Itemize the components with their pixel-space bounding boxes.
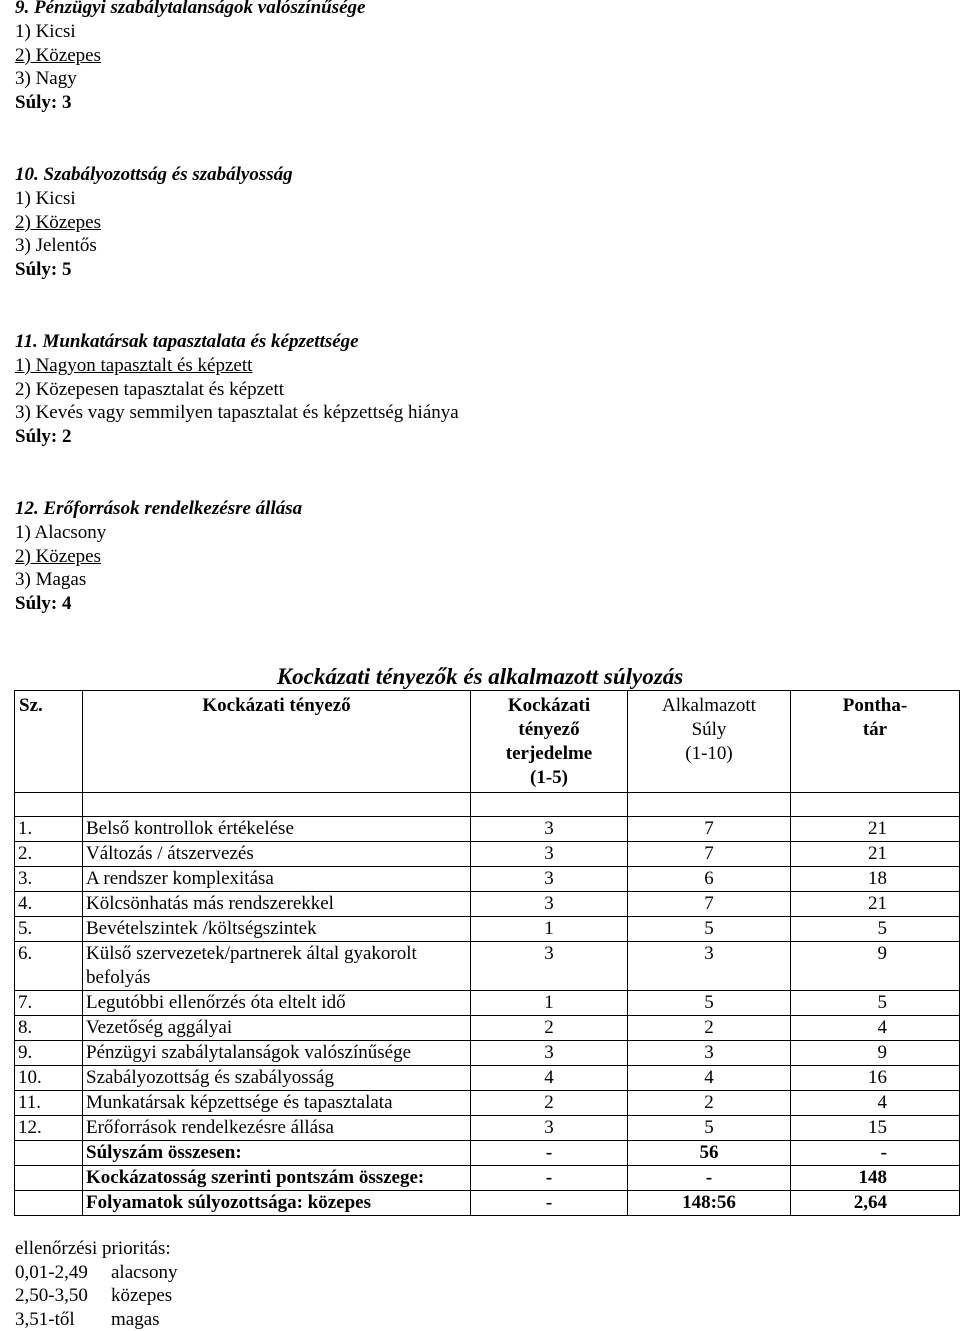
row-score: 5 [791,917,960,942]
header-line: terjedelme [505,743,593,764]
priority-label: magas [111,1308,160,1330]
table-body [15,817,960,1216]
row-weight: 4 [628,1066,791,1091]
row-extent: 3 [471,1041,628,1066]
priority-level [15,1284,177,1308]
row-score: 21 [791,817,960,842]
header-line: Kockázati [507,695,591,716]
section-title: 9. Pénzügyi szabálytalanságok valószínűsége [15,0,366,18]
empty-cell [15,1191,83,1216]
row-extent: 3 [471,842,628,867]
row-factor: Belső kontrollok értékelése [83,817,471,842]
table-row [15,1066,960,1091]
table-row [15,942,960,991]
option: 2) Közepes [15,545,101,567]
row-number: 3. [15,867,83,892]
option: 1) Alacsony [15,521,107,543]
row-factor: Bevételszintek /költségszintek [83,917,471,942]
total-weight: - [628,1166,791,1191]
row-weight: 3 [628,1041,791,1066]
total-label: Folyamatok súlyozottsága: közepes [83,1191,471,1216]
row-score: 9 [791,942,960,991]
option: 2) Közepes [15,211,101,233]
table-row [15,1116,960,1141]
row-weight: 7 [628,817,791,842]
weight-label: Súly: 3 [15,92,72,114]
total-row [15,1191,960,1216]
option: 1) Kicsi [15,20,76,42]
section-11 [15,330,459,449]
priority-level [15,1261,177,1285]
row-score: 16 [791,1066,960,1091]
row-factor: Vezetőség aggályai [83,1016,471,1041]
table-title: Kockázati tényezők és alkalmazott súlyozás [276,664,684,689]
row-weight: 6 [628,867,791,892]
option: 1) Nagyon tapasztalt és képzett [15,354,253,376]
weight-label: Súly: 2 [15,426,72,448]
row-number: 5. [15,917,83,942]
section-9 [15,0,365,115]
header-line: (1-5) [530,767,568,788]
row-extent: 3 [471,817,628,842]
row-extent: 2 [471,1091,628,1116]
row-score: 21 [791,842,960,867]
option: 2) Közepesen tapasztalat és képzett [15,378,285,400]
row-number: 6. [15,942,83,991]
row-number: 11. [15,1091,83,1116]
option: 2) Közepes [15,44,101,66]
row-weight: 3 [628,942,791,991]
row-extent: 4 [471,1066,628,1091]
row-extent: 1 [471,917,628,942]
total-row [15,1141,960,1166]
section-12 [15,497,302,616]
row-extent: 3 [471,867,628,892]
header-score [791,691,960,793]
priority-label: alacsony [111,1261,178,1283]
header-sz: Sz. [15,691,83,793]
table-row [15,1016,960,1041]
option: 3) Magas [15,569,87,591]
total-score: - [791,1141,960,1166]
row-score: 21 [791,892,960,917]
priority-range: 0,01-2,49 [15,1261,88,1283]
row-weight: 5 [628,991,791,1016]
empty-cell [15,1166,83,1191]
total-weight: 148:56 [628,1191,791,1216]
row-score: 15 [791,1116,960,1141]
table-header-row [15,691,960,793]
row-number: 1. [15,817,83,842]
total-extent: - [471,1191,628,1216]
row-score: 4 [791,1016,960,1041]
weight-label: Súly: 4 [15,593,72,615]
section-title: 10. Szabályozottság és szabályosság [15,164,293,185]
row-extent: 3 [471,892,628,917]
row-extent: 1 [471,991,628,1016]
table-row [15,1041,960,1066]
spacer-row [15,793,960,817]
row-weight: 5 [628,917,791,942]
total-row [15,1166,960,1191]
row-number: 7. [15,991,83,1016]
table-row [15,817,960,842]
section-title: 11. Munkatársak tapasztalata és képzettsége [15,331,359,352]
row-number: 10. [15,1066,83,1091]
row-factor: Munkatársak képzettsége és tapasztalata [83,1091,471,1116]
row-factor: Külső szervezetek/partnerek által gyakorolt befolyás [83,942,471,991]
row-factor: A rendszer komplexitása [83,867,471,892]
total-weight: 56 [628,1141,791,1166]
priority-label: közepes [111,1285,173,1307]
row-number: 12. [15,1116,83,1141]
row-extent: 3 [471,942,628,991]
table-row [15,892,960,917]
total-label: Kockázatosság szerinti pontszám összege: [83,1166,471,1191]
total-extent: - [471,1166,628,1191]
row-factor: Változás / átszervezés [83,842,471,867]
row-number: 4. [15,892,83,917]
row-factor: Pénzügyi szabálytalanságok valószínűsége [83,1041,471,1066]
option: 3) Jelentős [15,235,97,257]
priority-title: ellenőrzési prioritás: [15,1238,171,1259]
table-row [15,867,960,892]
header-extent [471,691,628,793]
risk-factor-table [14,690,960,1216]
priority-range: 2,50-3,50 [15,1285,88,1307]
table-row [15,1091,960,1116]
row-number: 8. [15,1016,83,1041]
header-line: tényező [518,719,580,740]
header-line: Alkalmazott [662,695,756,716]
total-score: 148 [791,1166,960,1191]
section-title: 12. Erőforrások rendelkezésre állása [15,498,303,519]
row-extent: 2 [471,1016,628,1041]
header-factor: Kockázati tényező [83,691,471,793]
header-line: Pontha- [842,695,908,716]
priority-legend [15,1237,177,1331]
option: 3) Nagy [15,68,77,90]
header-weight [628,691,791,793]
header-line: tár [862,719,888,740]
total-score: 2,64 [791,1191,960,1216]
table-row [15,991,960,1016]
row-factor: Kölcsönhatás más rendszerekkel [83,892,471,917]
row-number: 2. [15,842,83,867]
option: 1) Kicsi [15,187,76,209]
row-weight: 5 [628,1116,791,1141]
total-label: Súlyszám összesen: [83,1141,471,1166]
header-line: (1-10) [685,743,733,764]
row-number: 9. [15,1041,83,1066]
row-extent: 3 [471,1116,628,1141]
row-weight: 2 [628,1091,791,1116]
option: 3) Kevés vagy semmilyen tapasztalat és képzettség hiánya [15,402,459,424]
table-row [15,842,960,867]
row-weight: 7 [628,842,791,867]
row-weight: 7 [628,892,791,917]
total-extent: - [471,1141,628,1166]
empty-cell [15,1141,83,1166]
row-factor: Erőforrások rendelkezésre állása [83,1116,471,1141]
row-score: 18 [791,867,960,892]
section-10 [15,163,293,282]
row-score: 4 [791,1091,960,1116]
table-row [15,917,960,942]
priority-level [15,1308,177,1331]
weight-label: Súly: 5 [15,259,72,281]
priority-range: 3,51-től [15,1308,75,1330]
row-weight: 2 [628,1016,791,1041]
row-factor: Legutóbbi ellenőrzés óta eltelt idő [83,991,471,1016]
header-line: Súly [691,719,727,740]
row-factor: Szabályozottság és szabályosság [83,1066,471,1091]
row-score: 5 [791,991,960,1016]
row-score: 9 [791,1041,960,1066]
